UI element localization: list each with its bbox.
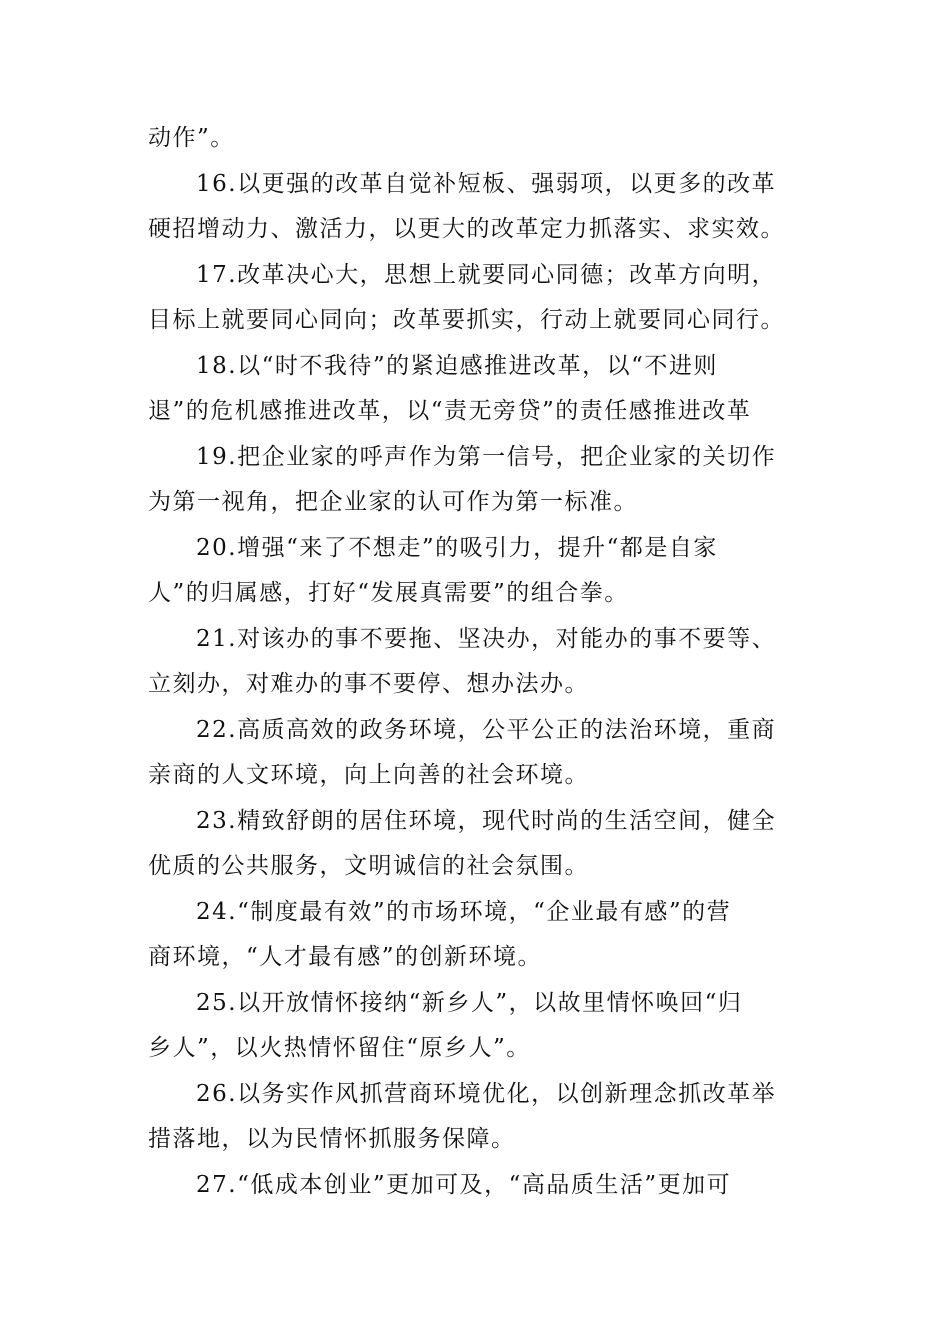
text-line: 商环境，“人才最有感”的创新环境。 [148,944,543,970]
text-line: 立刻办，对难办的事不要停、想办法办。 [148,671,589,697]
item-17-first-line: 17.改革决心大，思想上就要同心同德；改革方向明， [196,261,777,288]
item-20-first-line: 20.增强“来了不想走”的吸引力，提升“都是自家 [196,534,718,561]
text-line: 目标上就要同心同向；改革要抓实，行动上就要同心同行。 [148,307,785,333]
item-21-first-line: 21.对该办的事不要拖、坚决办，对能办的事不要等、 [196,625,777,652]
text-line: 乡人”，以火热情怀留住“原乡人”。 [148,1035,531,1061]
item-16-first-line: 16.以更强的改革自觉补短板、强弱项，以更多的改革 [196,170,777,197]
item-27-first-line: 27.“低成本创业”更加可及，“高品质生活”更加可 [196,1171,732,1198]
item-26-first-line: 26.以务实作风抓营商环境优化，以创新理念抓改革举 [196,1080,777,1107]
text-line: 人”的归属感，打好“发展真需要”的组合拳。 [148,580,629,606]
item-22-first-line: 22.高质高效的政务环境，公平公正的法治环境，重商 [196,716,777,743]
text-line: 措落地，以为民情怀抓服务保障。 [148,1126,516,1152]
text-line: 为第一视角，把企业家的认可作为第一标准。 [148,489,638,515]
document-body [148,116,808,1208]
item-18-first-line: 18.以“时不我待”的紧迫感推进改革，以“不进则 [196,352,718,379]
text-line: 亲商的人文环境，向上向善的社会环境。 [148,762,589,788]
text-line: 硬招增动力、激活力，以更大的改革定力抓落实、求实效。 [148,216,785,242]
item-25-first-line: 25.以开放情怀接纳“新乡人”，以故里情怀唤回“归 [196,989,743,1016]
item-23-first-line: 23.精致舒朗的居住环境，现代时尚的生活空间，健全 [196,807,777,834]
text-line: 退”的危机感推进改革，以“责无旁贷”的责任感推进改革 [148,398,752,424]
text-line: 优质的公共服务，文明诚信的社会氛围。 [148,853,589,879]
item-19-first-line: 19.把企业家的呼声作为第一信号，把企业家的关切作 [196,443,777,470]
text-line: 动作”。 [148,125,235,151]
item-24-first-line: 24.“制度最有效”的市场环境，“企业最有感”的营 [196,898,732,925]
